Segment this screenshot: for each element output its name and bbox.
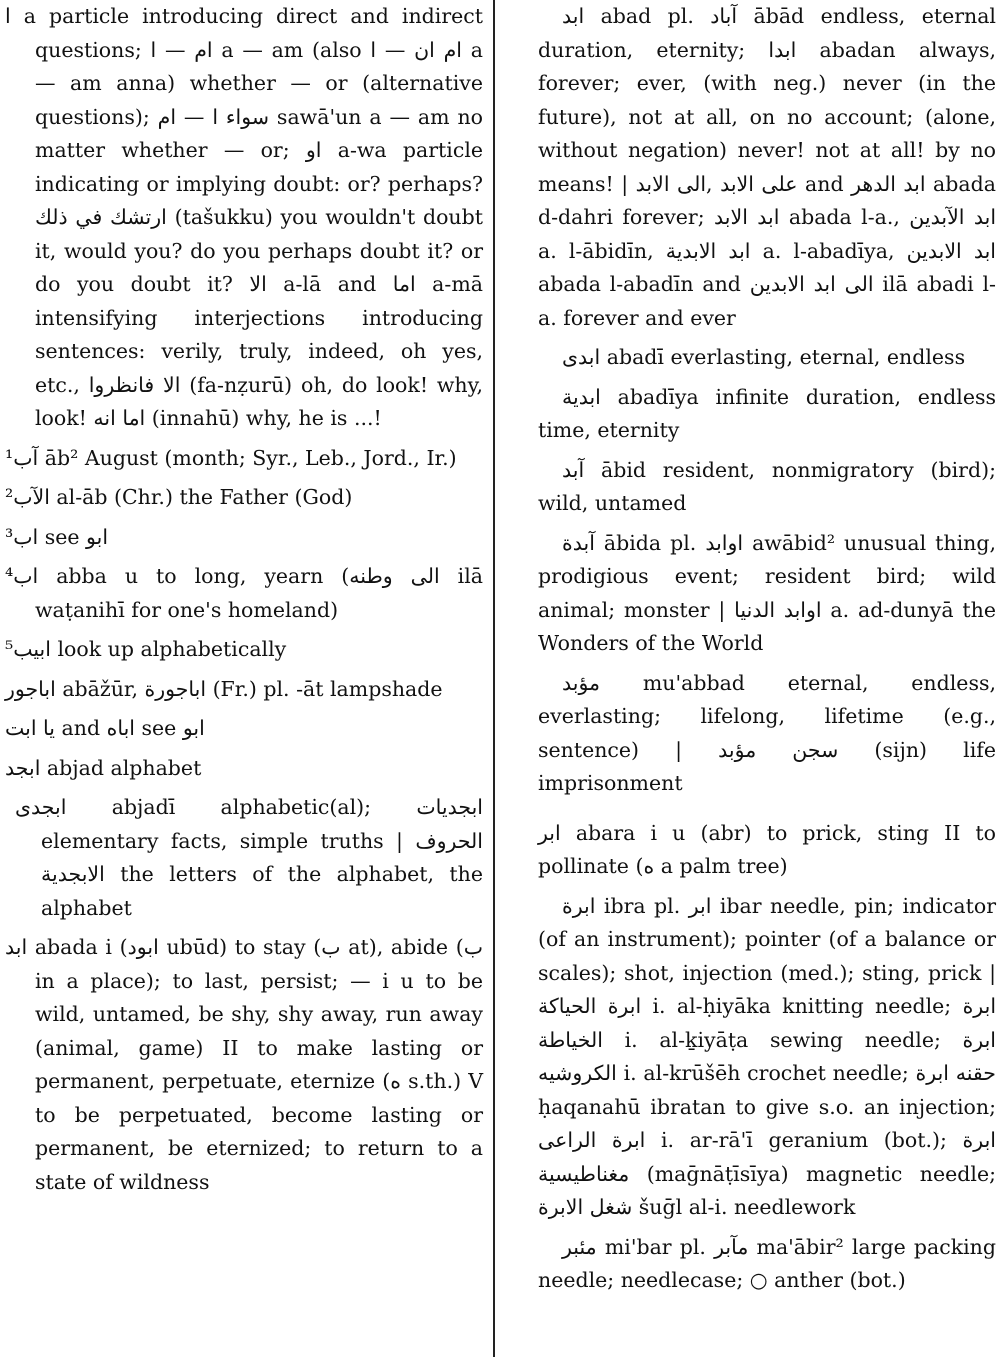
subentry-abid: آبد ābid resident, nonmigratory (bird); wild, untamed xyxy=(538,457,996,515)
column-divider xyxy=(493,0,495,1357)
entry-alif-particle: ا a particle introducing direct and indirect questions; ام — ا a — am (also ام ان — ا a — am anna) whether — or (alternative questions); سواء ا — ام sawā'un a — am no matter whether — or; او a-wa particle indicating or implying doubt: or? perhaps? ارتشك في ذلك (tašukku) you wouldn't doubt it, would you? do you perhaps doubt it? or do you doubt it? الا a-lā and اما a-mā intensifying interjections introducing sentences: verily, truly, indeed, oh yes, etc., الا فانظروا (fa-nẓurū) oh, do look! why, look! اما انه (innahū) why, he is ...! xyxy=(5,4,484,430)
entry-abjad: ابجد abjad alphabet xyxy=(5,755,202,780)
entry-ab-august: ¹آب āb² August (month; Syr., Leb., Jord., Ir.) xyxy=(5,445,457,470)
subentry-abjadi: ابجدى abjadī alphabetic(al); ابجديات elementary facts, simple truths | الحروف الابجدية the letters of the alphabet, the alphabet xyxy=(15,795,483,920)
subentry-abadi: ابدى abadī everlasting, eternal, endless xyxy=(562,345,966,369)
subentry-ibra: ابرة ibra pl. ابر ibar needle, pin; indicator (of an instrument); pointer (of a balance or scales); shot, injection (med.); sting, prick | ابرة الحياكة i. al-ḥiyāka knitting needle; ابرة الخياطة i. al-ḵiyāṭa sewing needle; ابرة الكروشيه i. al-krūšēh crochet needle; حقنه ابرة ḥaqanahū ibratan to give s.o. an injection; ابرة الراعى i. ar-rā'ī geranium (bot.); ابرة مغناطيسية (maḡnāṭīsīya) magnetic needle; شغل الابرة šuḡl al-i. needlework xyxy=(538,893,997,1219)
entry-ab-see: ³اب see ابو xyxy=(5,524,109,549)
left-column xyxy=(5,0,483,1205)
subentry-abadiya: ابدية abadīya infinite duration, endless time, eternity xyxy=(538,384,996,442)
subentry-abida: آبدة ābida pl. اوابد awābid² unusual thing, prodigious event; resident bird; wild animal; monster | اوابد الدنيا a. ad-dunyā the Wonders of the World xyxy=(538,530,996,655)
subentry-muabbad: مؤبد mu'abbad eternal, endless, everlasting; lifelong, lifetime (e.g., sentence) | سجن مؤبد (sijn) life imprisonment xyxy=(538,670,996,795)
entry-abazur: اباجور abāžūr, اباجورة (Fr.) pl. -āt lampshade xyxy=(5,676,443,701)
entry-abib: ⁵ابيب look up alphabetically xyxy=(5,637,287,661)
entry-abba: ⁴اب abba u to long, yearn (الى وطنه ilā waṭanihī for one's homeland) xyxy=(5,564,484,622)
entry-abara-verb: ابر abara i u (abr) to prick, sting II to pollinate (ه a palm tree) xyxy=(538,820,996,878)
subentry-abad: ابد abad pl. آباد ābād endless, eternal duration, eternity; ابدا abadan always, forever; ever, (with neg.) never (in the future), not at all, on no account; (alone, without negation) never! not at all! by no means! | على الابد ,الى الابد and ابد الدهر abada d-dahri forever; ابد الابد abada l-a., ابد الآبدين a. l-ābidīn, ابد الابدية a. l-abadīya, ابد الابدين abada l-abadīn and الى ابد الابدين ilā abadi l-a. forever and ever xyxy=(538,4,997,330)
right-column xyxy=(538,0,996,1304)
entry-abada-verb: ابد abada i (ابود ubūd) to stay (ب at), abide (ب in a place); to last, persist; — i u to be wild, untamed, be shy, shy away, run away (animal, game) II to make lasting or permanent, perpetuate, eternize (ه s.th.) V to be perpetuated, become lasting or permanent, be eternized; to return to a state of wildness xyxy=(5,935,484,1194)
subentry-mibar: مئبر mi'bar pl. مآبر ma'ābir² large packing needle; needlecase; ○ anther (bot.) xyxy=(538,1234,996,1292)
entry-al-ab-father: ²الآب al-āb (Chr.) the Father (God) xyxy=(5,485,353,509)
entry-ya-abati: يا ابت and اباه see ابو xyxy=(5,716,205,740)
